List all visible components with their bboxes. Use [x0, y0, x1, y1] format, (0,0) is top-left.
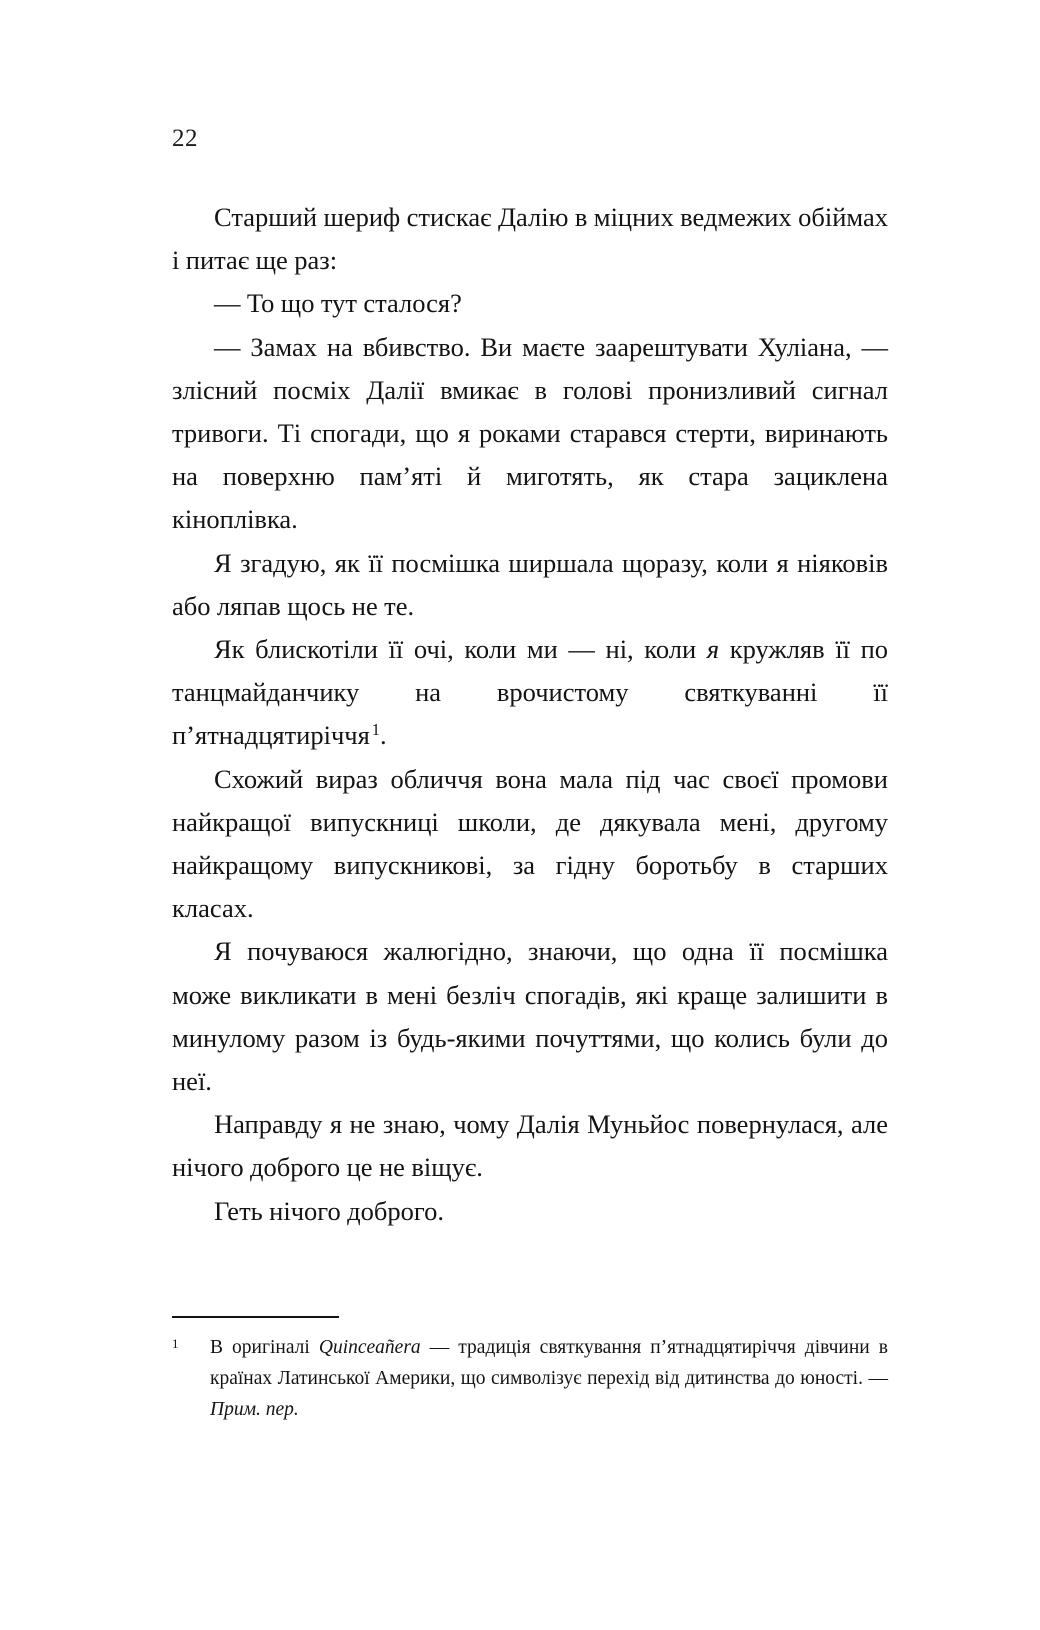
paragraph-9: Геть нічого доброго. — [214, 1195, 444, 1226]
page-number: 22 — [172, 125, 198, 152]
footnote-separator-rule — [172, 1316, 339, 1318]
paragraph-8: Направду я не знаю, чому Далія Муньйос повернулася, але нічого доброго це не віщує. — [172, 1109, 888, 1183]
footnote-marker-1: 1 — [172, 1336, 179, 1351]
paragraph-6: Схожий вираз обличчя вона мала під час своєї промови найкращої випускниці школи, де дякувала мені, другому найкращому випускникові, за гідну боротьбу в старших класах. — [172, 763, 888, 924]
paragraph-7: Я почуваюся жалюгідно, знаючи, що одна її посмішка може викликати в мені безліч спогадів, які краще залишити в минулому разом із будь-якими почуттями, що колись були до неї. — [172, 936, 888, 1097]
paragraph-3-dialogue: — Замах на вбивство. Ви маєте заарештувати Хуліана, — злісний посміх Далії вмикає в голові пронизливий сигнал тривоги. Ті спогади, що я роками старався стерти, виринають на поверхню пам’яті й миготять, як стара зациклена кіноплівка. — [172, 331, 888, 535]
footnote-foreign-term: Quinceañera — [318, 1337, 421, 1358]
main-text-block — [172, 196, 888, 1233]
emphasized-pronoun: я — [706, 634, 720, 665]
paragraph-5-text-before-emphasis: Як блискотіли її очі, коли ми — ні, коли — [214, 634, 707, 665]
footnote-reference-1[interactable]: 1 — [371, 719, 381, 739]
footnote-attribution: Прим. пер. — [210, 1399, 299, 1420]
paragraph-5-text-after-emphasis: кружляв її по танцмайданчику на врочистому святкуванні її п’ятнадцятиріччя — [172, 634, 889, 751]
footnote-text-after-term: — традиція святкування п’ятнадцятиріччя дівчини в країнах Латинської Америки, що символізує перехід від дитинства до юності. — — [210, 1337, 888, 1389]
paragraph-4: Я згадую, як її посмішка ширшала щоразу, коли я ніяковів або ляпав щось не те. — [172, 547, 888, 621]
paragraph-5-terminal-punctuation: . — [380, 720, 387, 751]
paragraph-5 — [172, 628, 888, 758]
paragraph-1: Старший шериф стискає Далію в міцних ведмежих обіймах і питає ще раз: — [172, 202, 888, 276]
paragraph-2-dialogue: — То що тут сталося? — [214, 288, 462, 319]
footnote-text-before-term: В оригіналі — [210, 1337, 319, 1358]
footnote-1 — [172, 1332, 888, 1425]
footnote-area — [172, 1316, 888, 1425]
